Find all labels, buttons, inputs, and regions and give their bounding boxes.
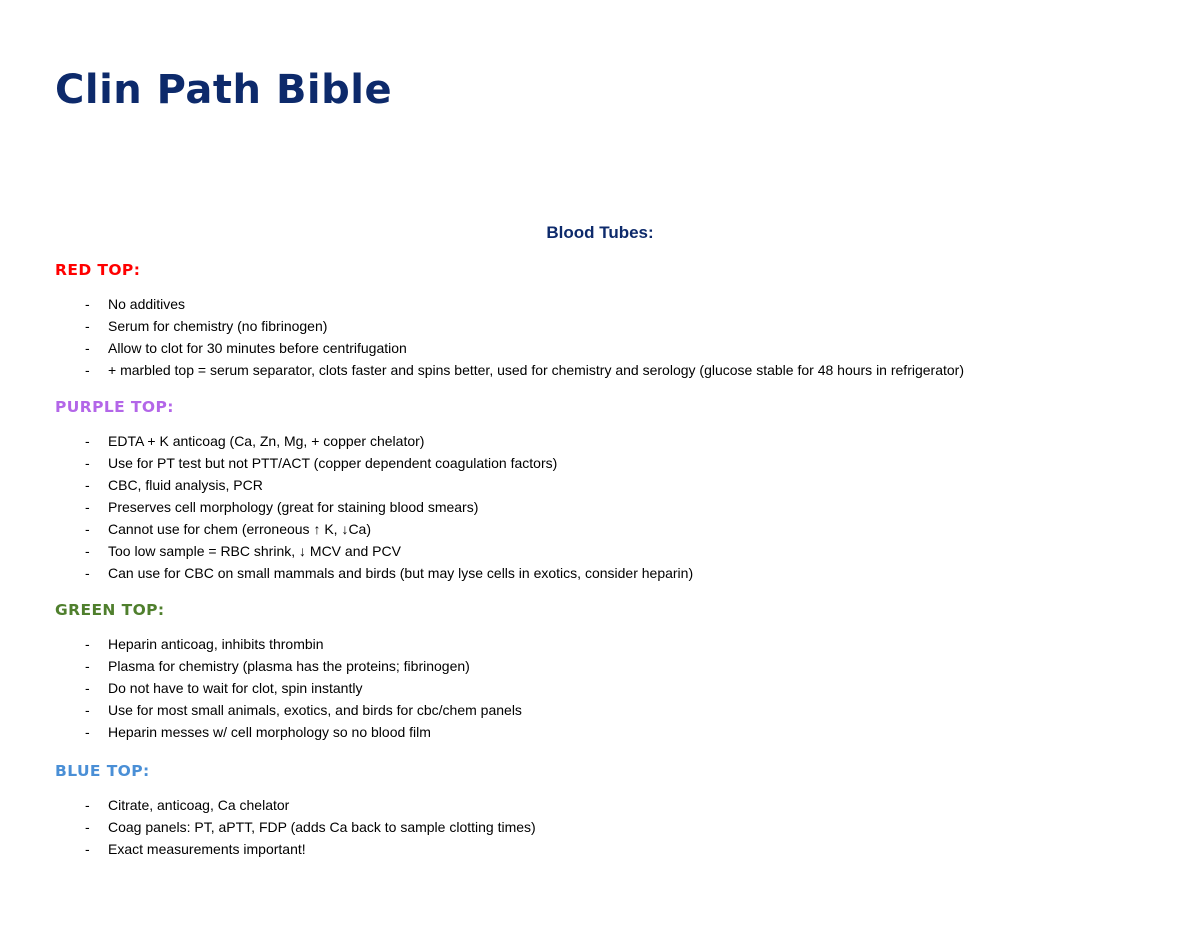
list-item-text: Do not have to wait for clot, spin instantly [108,680,363,696]
bullet-dash: - [85,565,90,581]
list-item-text: Use for most small animals, exotics, and birds for cbc/chem panels [108,702,522,718]
list-item-text: Heparin anticoag, inhibits thrombin [108,636,324,652]
list-item-text: Cannot use for chem (erroneous ↑ K, ↓Ca) [108,521,372,537]
list-item [55,655,1155,677]
list-item [55,699,1155,721]
list-item-text: Serum for chemistry (no fibrinogen) [108,318,328,334]
list-item-text: Can use for CBC on small mammals and birds (but may lyse cells in exotics, consider heparin) [108,565,694,581]
bullet-dash: - [85,819,90,835]
document-title: Clin Path Bible [55,67,393,113]
list-item-text: Citrate, anticoag, Ca chelator [108,797,290,813]
list-item [55,518,1155,540]
bullet-dash: - [85,455,90,471]
list-item [55,452,1155,474]
green-top-section [55,599,1155,743]
list-item-text: No additives [108,296,186,312]
list-item [55,794,1155,816]
bullet-dash: - [85,477,90,493]
list-item-text: CBC, fluid analysis, PCR [108,477,263,493]
purple-top-heading: PURPLE TOP: [55,398,174,416]
list-item [55,838,1155,860]
blue-top-heading: BLUE TOP: [55,762,150,780]
red-top-list [55,293,1155,381]
list-item-text: + marbled top = serum separator, clots faster and spins better, used for chemistry and serology (glucose stable for 48 hours in refrigerator) [108,362,964,378]
list-item [55,633,1155,655]
list-item [55,562,1155,584]
list-item [55,816,1155,838]
list-item [55,496,1155,518]
bullet-dash: - [85,724,90,740]
list-item-text: Coag panels: PT, aPTT, FDP (adds Ca back to sample clotting times) [108,819,536,835]
section-subtitle: Blood Tubes: [546,223,654,242]
bullet-dash: - [85,543,90,559]
bullet-dash: - [85,636,90,652]
bullet-dash: - [85,499,90,515]
list-item [55,721,1155,743]
bullet-dash: - [85,521,90,537]
list-item [55,540,1155,562]
list-item-text: Preserves cell morphology (great for staining blood smears) [108,499,479,515]
bullet-dash: - [85,318,90,334]
green-top-heading: GREEN TOP: [55,601,165,619]
blue-top-list [55,794,1155,860]
green-top-list [55,633,1155,743]
list-item [55,474,1155,496]
bullet-dash: - [85,797,90,813]
bullet-dash: - [85,340,90,356]
purple-top-list [55,430,1155,584]
list-item [55,359,1155,381]
blue-top-section [55,760,1155,860]
list-item-text: Allow to clot for 30 minutes before centrifugation [108,340,407,356]
list-item [55,677,1155,699]
red-top-heading: RED TOP: [55,261,141,279]
list-item-text: EDTA + K anticoag (Ca, Zn, Mg, + copper chelator) [108,433,425,449]
list-item-text: Too low sample = RBC shrink, ↓ MCV and PCV [108,543,401,559]
bullet-dash: - [85,362,90,378]
bullet-dash: - [85,841,90,857]
bullet-dash: - [85,658,90,674]
list-item [55,315,1155,337]
list-item-text: Exact measurements important! [108,841,306,857]
bullet-dash: - [85,702,90,718]
list-item [55,430,1155,452]
list-item-text: Use for PT test but not PTT/ACT (copper dependent coagulation factors) [108,455,558,471]
list-item-text: Plasma for chemistry (plasma has the proteins; fibrinogen) [108,658,470,674]
bullet-dash: - [85,296,90,312]
list-item [55,293,1155,315]
purple-top-section [55,396,1155,584]
red-top-section [55,259,1155,381]
bullet-dash: - [85,433,90,449]
list-item-text: Heparin messes w/ cell morphology so no blood film [108,724,431,740]
list-item [55,337,1155,359]
bullet-dash: - [85,680,90,696]
